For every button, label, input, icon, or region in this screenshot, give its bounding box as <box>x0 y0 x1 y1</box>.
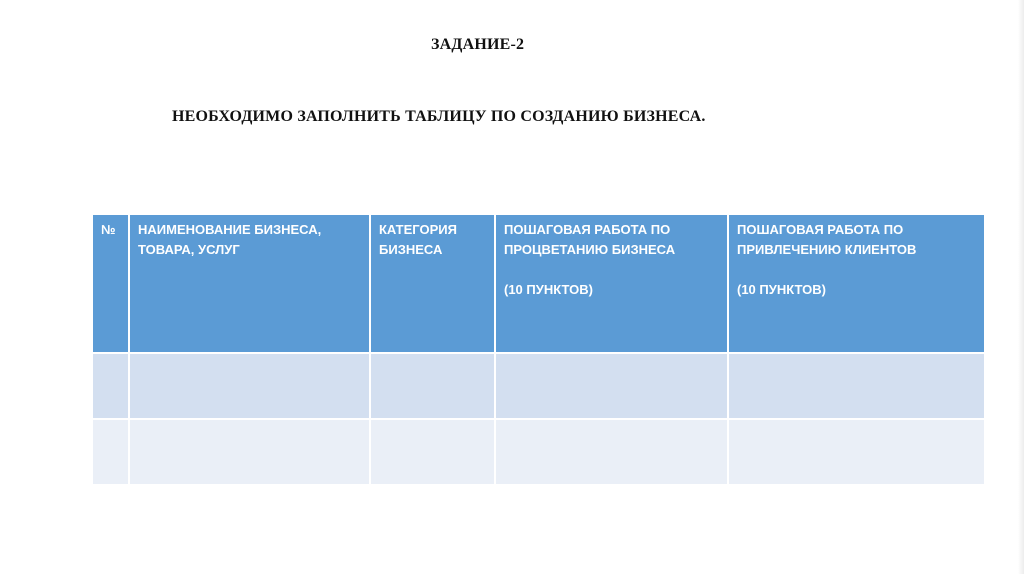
table-cell-business-name[interactable] <box>129 353 370 419</box>
table-cell-prosperity-steps[interactable] <box>495 353 728 419</box>
header-business-category-line-1: КАТЕГОРИЯ <box>379 222 457 237</box>
table-cell-number[interactable] <box>92 353 129 419</box>
header-client-steps <box>728 214 985 353</box>
header-client-steps-line-2: ПРИВЛЕЧЕНИЮ КЛИЕНТОВ <box>737 242 917 257</box>
header-prosperity-steps <box>495 214 728 353</box>
table-cell-business-name[interactable] <box>129 419 370 485</box>
table-cell-business-category[interactable] <box>370 419 495 485</box>
table-cell-prosperity-steps[interactable] <box>495 419 728 485</box>
header-number-line-1: № <box>101 222 116 237</box>
header-number <box>92 214 129 353</box>
slide-subtitle: НЕОБХОДИМО ЗАПОЛНИТЬ ТАБЛИЦУ ПО СОЗДАНИЮ БИЗНЕСА. <box>172 108 706 125</box>
slide-title: ЗАДАНИЕ-2 <box>431 36 525 53</box>
header-client-steps-gap <box>737 260 976 280</box>
table-cell-number[interactable] <box>92 419 129 485</box>
header-client-steps-note: (10 ПУНКТОВ) <box>737 282 826 297</box>
header-business-name <box>129 214 370 353</box>
business-table <box>91 213 986 486</box>
table-cell-client-steps[interactable] <box>728 353 985 419</box>
header-prosperity-steps-note: (10 ПУНКТОВ) <box>504 282 593 297</box>
table-cell-client-steps[interactable] <box>728 419 985 485</box>
table-row <box>92 419 985 485</box>
header-client-steps-line-1: ПОШАГОВАЯ РАБОТА ПО <box>737 222 904 237</box>
table-cell-business-category[interactable] <box>370 353 495 419</box>
table-row <box>92 353 985 419</box>
header-prosperity-steps-line-1: ПОШАГОВАЯ РАБОТА ПО <box>504 222 671 237</box>
header-business-name-line-1: НАИМЕНОВАНИЕ БИЗНЕСА, <box>138 222 322 237</box>
header-business-category <box>370 214 495 353</box>
table-header-row <box>92 214 985 353</box>
header-prosperity-steps-line-2: ПРОЦВЕТАНИЮ БИЗНЕСА <box>504 242 676 257</box>
header-business-name-line-2: ТОВАРА, УСЛУГ <box>138 242 240 257</box>
header-prosperity-steps-gap <box>504 260 719 280</box>
slide-edge-shadow <box>1018 0 1024 574</box>
header-business-category-line-2: БИЗНЕСА <box>379 242 443 257</box>
